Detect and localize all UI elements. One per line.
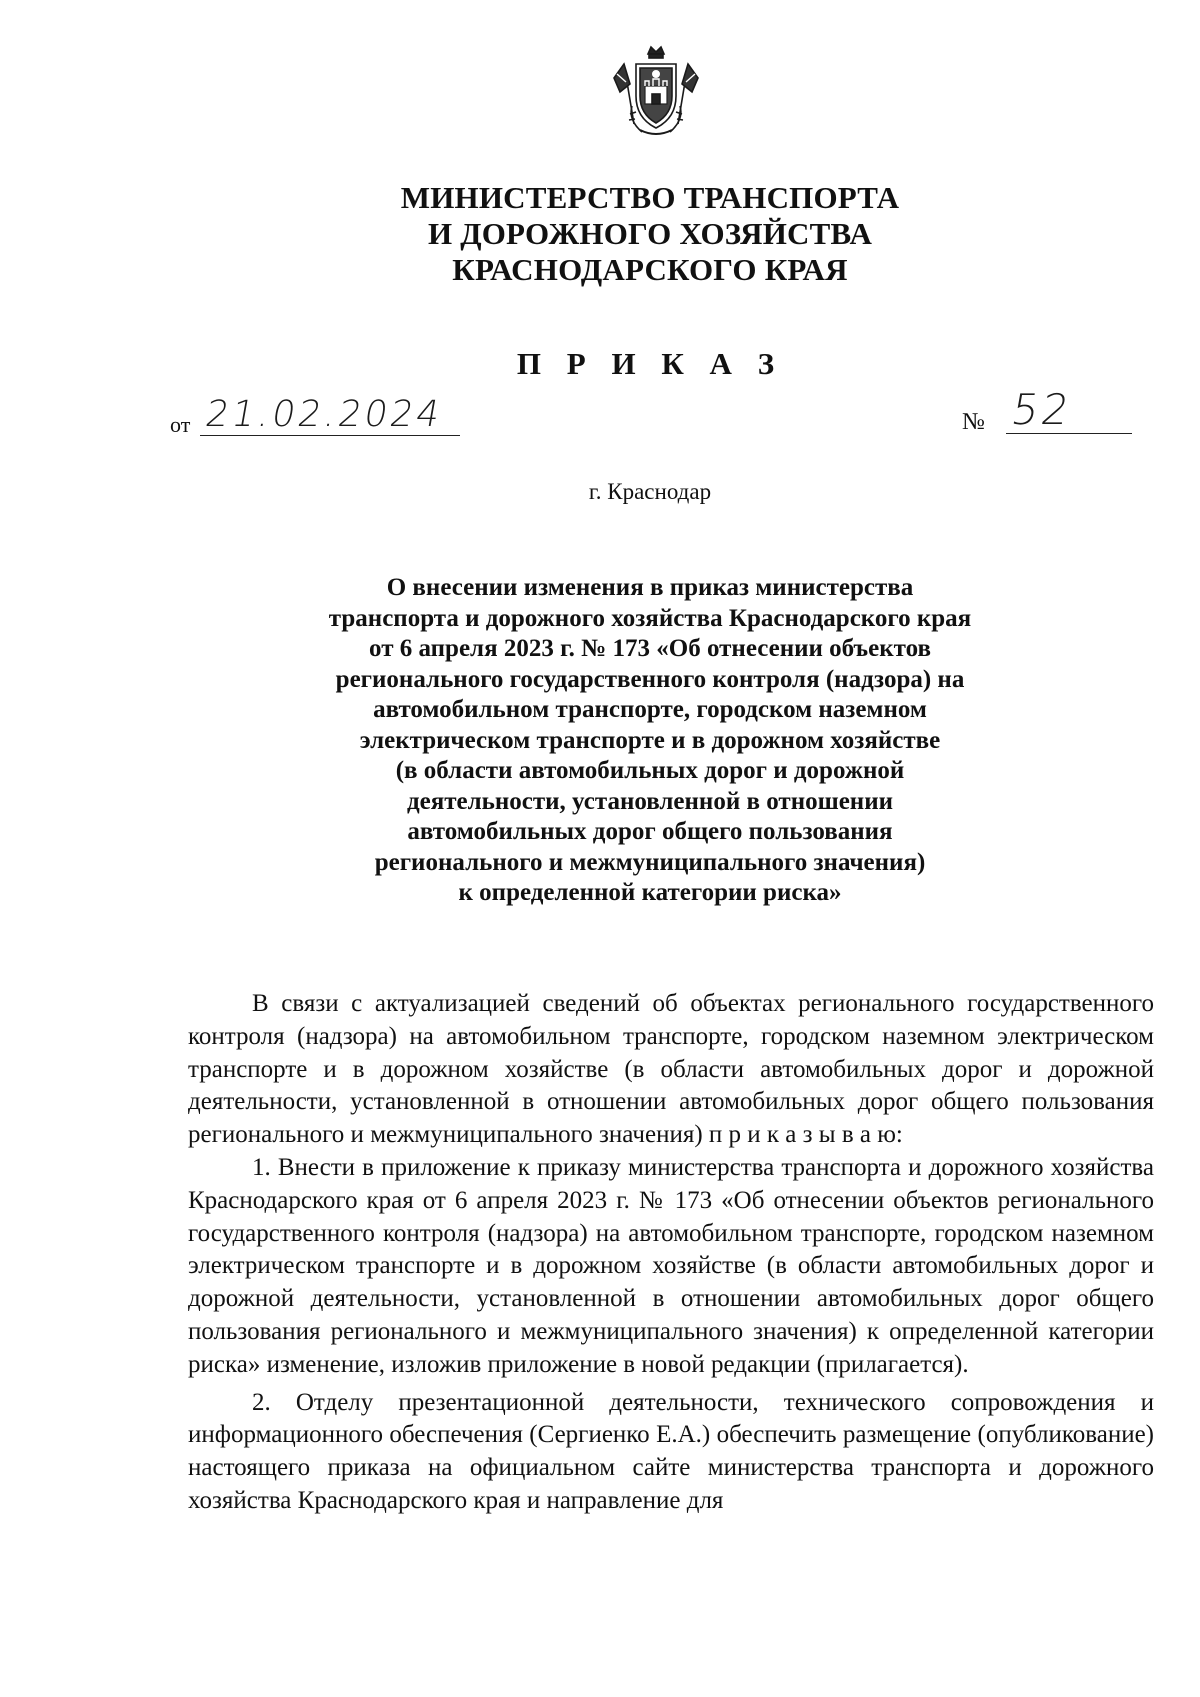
item-2-paragraph: 2. Отделу презентационной деятельности, технического сопровождения и информационного обеспечения (Сергиенко Е.А.) обеспечить размещение (опубликование) настоящего приказа на официальном сайте министерства транспорта и дорожного хозяйства Краснодарского края и направление для <box>188 1388 1154 1514</box>
subject-line-10: регионального и межмуниципального значения) <box>374 848 926 876</box>
order-body <box>188 988 1154 1518</box>
subject-line-9: автомобильных дорог общего пользования <box>407 818 893 845</box>
subject-line-7: (в области автомобильных дорог и дорожной <box>395 757 905 784</box>
subject-line-11: к определенной категории риска» <box>458 879 842 906</box>
item-1-paragraph: 1. Внести в приложение к приказу министерства транспорта и дорожного хозяйства Краснодарского края от 6 апреля 2023 г. № 173 «Об отнесении объектов регионального государственного контроля (надзора) на автомобильном транспорте, городском наземном электрическом транспорте и в дорожном хозяйстве (в области автомобильных дорог и дорожной деятельности, установленной в отношении автомобильных дорог общего пользования регионального и межмуниципального значения) к определенной категории риска» изменение, изложив приложение в новой редакции (прилагается). <box>188 1153 1154 1378</box>
coat-of-arms-icon <box>610 44 702 140</box>
number-handwritten: 52 <box>1007 385 1076 434</box>
date-handwritten: 21.02.2024 <box>202 394 446 435</box>
date-prefix: от <box>170 412 191 437</box>
number-prefix: № <box>962 409 985 435</box>
city: г. Краснодар <box>588 479 712 504</box>
subject-line-1: О внесении изменения в приказ министерства <box>386 574 914 601</box>
order-title: П Р И К А З <box>516 346 784 381</box>
subject-line-2: транспорта и дорожного хозяйства Краснодарского края <box>328 604 972 632</box>
ministry-line-3: КРАСНОДАРСКОГО КРАЯ <box>452 252 848 287</box>
order-subject <box>250 573 1050 909</box>
subject-line-4: регионального государственного контроля (надзора) на <box>335 665 965 693</box>
ministry-line-2: И ДОРОЖНОГО ХОЗЯЙСТВА <box>427 216 873 251</box>
date-underline <box>200 435 460 436</box>
order-date <box>170 393 460 441</box>
subject-line-3: от 6 апреля 2023 г. № 173 «Об отнесении объектов <box>369 635 931 662</box>
subject-line-5: автомобильном транспорте, городском наземном <box>373 696 927 723</box>
order-number <box>962 385 1132 440</box>
preamble-paragraph: В связи с актуализацией сведений об объектах регионального государственного контроля (надзора) на автомобильном транспорте, городском наземном электрическом транспорте и в дорожном хозяйстве (в области автомобильных дорог и дорожной деятельности, установленной в отношении автомобильных дорог общего пользования регионального и межмуниципального значения) п р и к а з ы в а ю: <box>188 990 1154 1149</box>
ministry-name <box>300 180 1000 288</box>
ministry-line-1: МИНИСТЕРСТВО ТРАНСПОРТА <box>400 180 900 215</box>
subject-line-8: деятельности, установленной в отношении <box>406 787 894 815</box>
subject-line-6: электрическом транспорте и в дорожном хозяйстве <box>359 726 941 754</box>
